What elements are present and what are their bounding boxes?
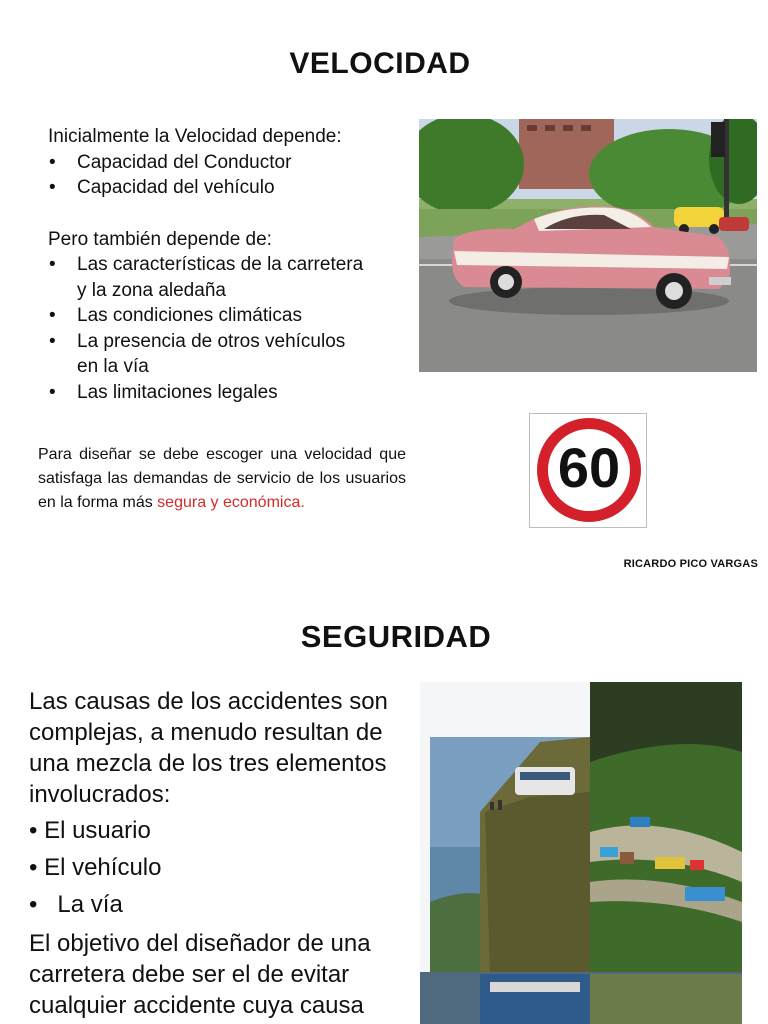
intro-line: Inicialmente la Velocidad depende: (48, 126, 342, 147)
slide1-title: VELOCIDAD (289, 47, 471, 80)
list-item: • Capacidad del vehículo (48, 175, 408, 201)
speed-limit-value: 60 (557, 436, 621, 499)
classic-car-photo (419, 119, 757, 372)
design-highlight: segura y económica. (157, 494, 305, 511)
list-item: • Las características de la carretera y la zona aledaña (48, 252, 368, 303)
also-bullet-list (48, 252, 368, 405)
mountain-road-collage (420, 682, 742, 1024)
list-item: • La presencia de otros vehículos en la vía (48, 329, 368, 380)
slide2-title: SEGURIDAD (300, 619, 492, 654)
elements-bullet-list (29, 812, 409, 923)
design-paragraph (38, 443, 406, 515)
speed-factors-text (48, 124, 408, 405)
list-item: • Las limitaciones legales (48, 380, 368, 406)
objective-paragraph: El objetivo del diseñador de una carretera debe ser el de evitar cualquier accidente cuya causa (29, 930, 371, 1019)
list-item: • La vía (29, 891, 123, 918)
causes-paragraph: Las causas de los accidentes son complejas, a menudo resultan de una mezcla de los tres elementos involucrados: (29, 688, 388, 808)
design-text: Para diseñar se debe escoger una velocidad que satisfaga las demandas de servicio de los usuarios en la forma más (38, 446, 406, 511)
author-credit: RICARDO PICO VARGAS (623, 558, 758, 570)
intro-bullet-list (48, 150, 408, 201)
list-item: • El usuario (29, 817, 151, 844)
list-item: • Capacidad del Conductor (48, 150, 408, 176)
also-line: Pero también depende de: (48, 228, 272, 250)
list-item: • El vehículo (29, 854, 162, 881)
list-item: • Las condiciones climáticas (48, 303, 368, 329)
speed-limit-sign (529, 413, 647, 528)
